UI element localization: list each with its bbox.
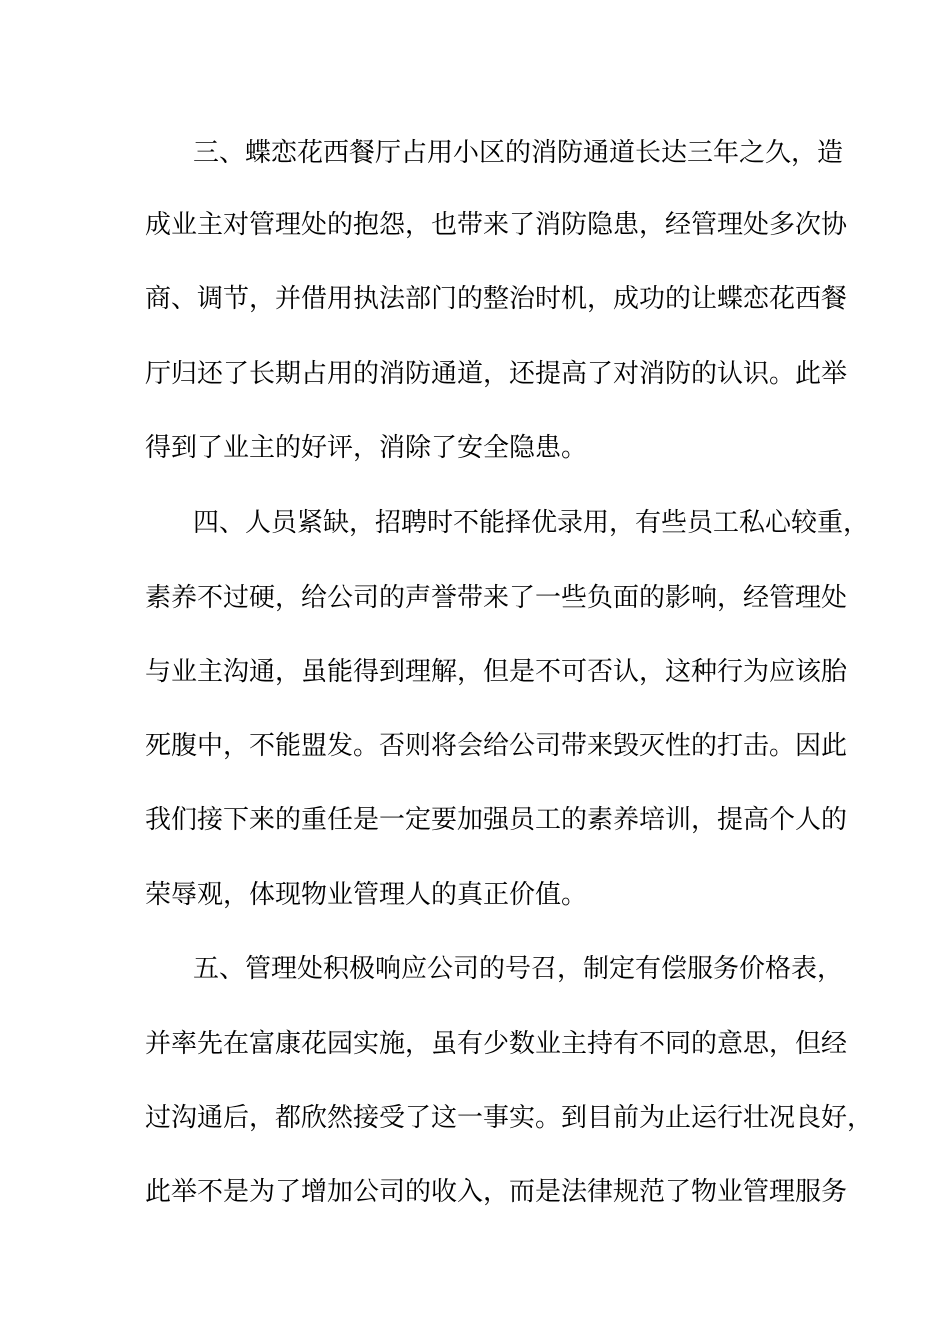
paragraph-5-line-1: 五、管理处积极响应公司的号召，制定有偿服务价格表，	[193, 954, 844, 984]
paragraph-5-line-2: 并率先在富康花园实施，虽有少数业主持有不同的意思，但经	[145, 1029, 848, 1059]
paragraph-4-line-2: 素养不过硬，给公司的声誉带来了一些负面的影响，经管理处	[145, 583, 848, 613]
paragraph-3-line-1: 三、蝶恋花西餐厅占用小区的消防通道长达三年之久，造	[193, 138, 844, 168]
paragraph-4-line-3: 与业主沟通，虽能得到理解，但是不可否认，这种行为应该胎	[145, 657, 848, 687]
paragraph-5-line-3: 过沟通后，都欣然接受了这一事实。到目前为止运行壮况良好，	[145, 1103, 874, 1133]
paragraph-4-line-4: 死腹中，不能盟发。否则将会给公司带来毁灭性的打击。因此	[145, 731, 848, 761]
paragraph-3-line-4: 厅归还了长期占用的消防通道，还提高了对消防的认识。此举	[145, 359, 848, 389]
paragraph-4-line-5: 我们接下来的重任是一定要加强员工的素养培训，提高个人的	[145, 805, 848, 835]
paragraph-3-line-2: 成业主对管理处的抱怨，也带来了消防隐患，经管理处多次协	[145, 210, 848, 240]
paragraph-5-line-4: 此举不是为了增加公司的收入，而是法律规范了物业管理服务	[145, 1177, 848, 1207]
paragraph-3-line-5: 得到了业主的好评，消除了安全隐患。	[145, 433, 588, 463]
paragraph-3-line-3: 商、调节，并借用执法部门的整治时机，成功的让蝶恋花西餐	[145, 284, 848, 314]
paragraph-4-line-6: 荣辱观，体现物业管理人的真正价值。	[145, 880, 588, 910]
paragraph-4-line-1: 四、人员紧缺，招聘时不能择优录用，有些员工私心较重，	[193, 508, 870, 538]
